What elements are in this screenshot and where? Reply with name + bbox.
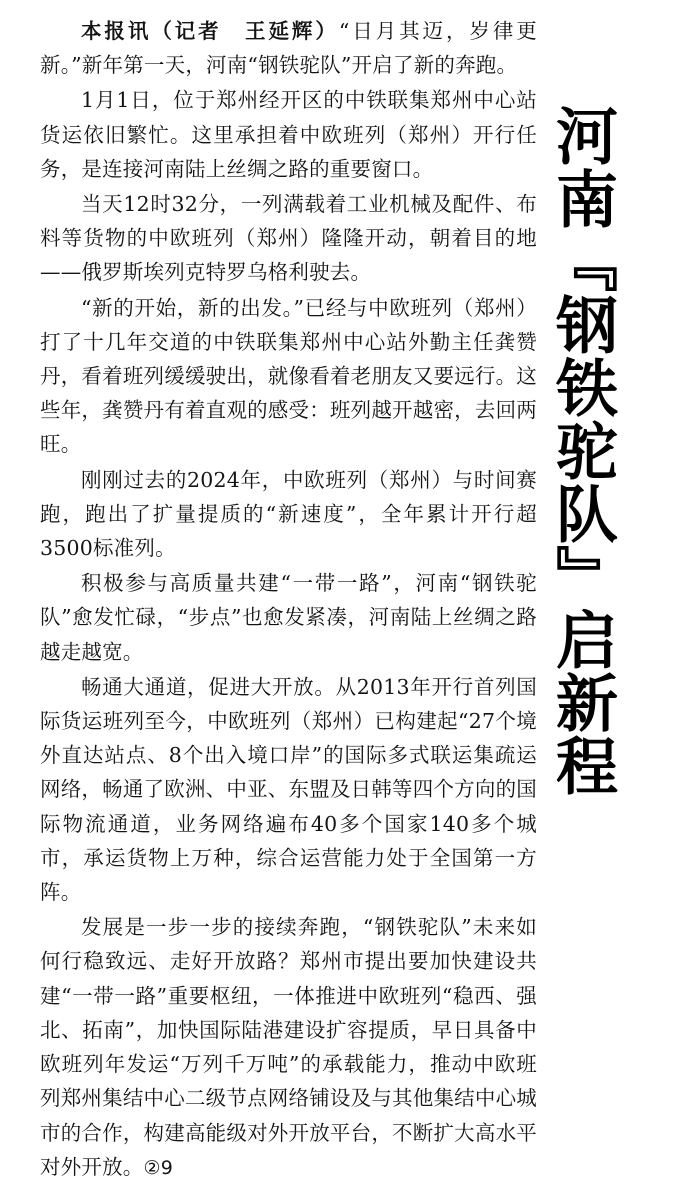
paragraph-7: 畅通大通道，促进大开放。从2013年开行首列国际货运班列至今，中欧班列（郑州）已构建起“27个境外直达站点、8个出入境口岸”的国际多式联运集疏运网络，畅通了欧洲、中亚、东盟及日韩等四个方向的国际物流通道，业务网络遍布40多个国家140多个城市，承运货物上万种，综合运营能力处于全国第一方阵。 xyxy=(40,674,537,905)
lead-label: 本报讯 xyxy=(81,19,152,43)
paragraph-8-text: 发展是一步一步的接续奔跑，“钢铁驼队”未来如何行稳致远、走好开放路？郑州市提出要加快建设共建“一带一路”重要枢纽，一体推进中欧班列“稳西、强北、拓南”，加快国际陆港建设扩容提质，早日具备中欧班列年发运“万列千万吨”的承载能力，推动中欧班列郑州集结中心二级节点网络铺设及与其他集结中心城市的合作，构建高能级对外开放平台，不断扩大高水平对外开放。 xyxy=(40,915,537,1179)
paragraph-6: 积极参与高质量共建“一带一路”，河南“钢铁驼队”愈发忙碌，“步点”也愈发紧凑，河南陆上丝绸之路越走越宽。 xyxy=(40,571,537,664)
article-body xyxy=(40,14,545,1179)
headline-column xyxy=(545,14,682,1128)
paragraph-1 xyxy=(40,14,537,82)
paragraph-1-text: “日月其迈，岁律更新。”新年第一天，河南“钢铁驼队”开启了新的奔跑。 xyxy=(40,19,537,78)
reporter-line: （记者 王延辉） xyxy=(151,19,339,43)
paragraph-3: 当天12时32分，一列满载着工业机械及配件、布料等货物的中欧班列（郑州）隆隆开动，朝着目的地——俄罗斯埃列克特罗乌格利驶去。 xyxy=(40,192,537,285)
end-mark: ②9 xyxy=(143,1156,174,1179)
paragraph-4: “新的开始，新的出发。”已经与中欧班列（郑州）打了十几年交道的中铁联集郑州中心站外勤主任龚赞丹，看着班列缓缓驶出，就像看着老朋友又要远行。这些年，龚赞丹有着直观的感受：班列越开越密，去回两旺。 xyxy=(40,295,537,457)
paragraph-2: 1月1日，位于郑州经开区的中铁联集郑州中心站货运依旧繁忙。这里承担着中欧班列（郑州）开行任务，是连接河南陆上丝绸之路的重要窗口。 xyxy=(40,88,537,181)
paragraph-8 xyxy=(40,910,537,1185)
page-title: 河南『钢铁驼队』启新程 xyxy=(545,104,619,797)
paragraph-5: 刚刚过去的2024年，中欧班列（郑州）与时间赛跑，跑出了扩量提质的“新速度”，全年累计开行超3500标准列。 xyxy=(40,467,537,561)
